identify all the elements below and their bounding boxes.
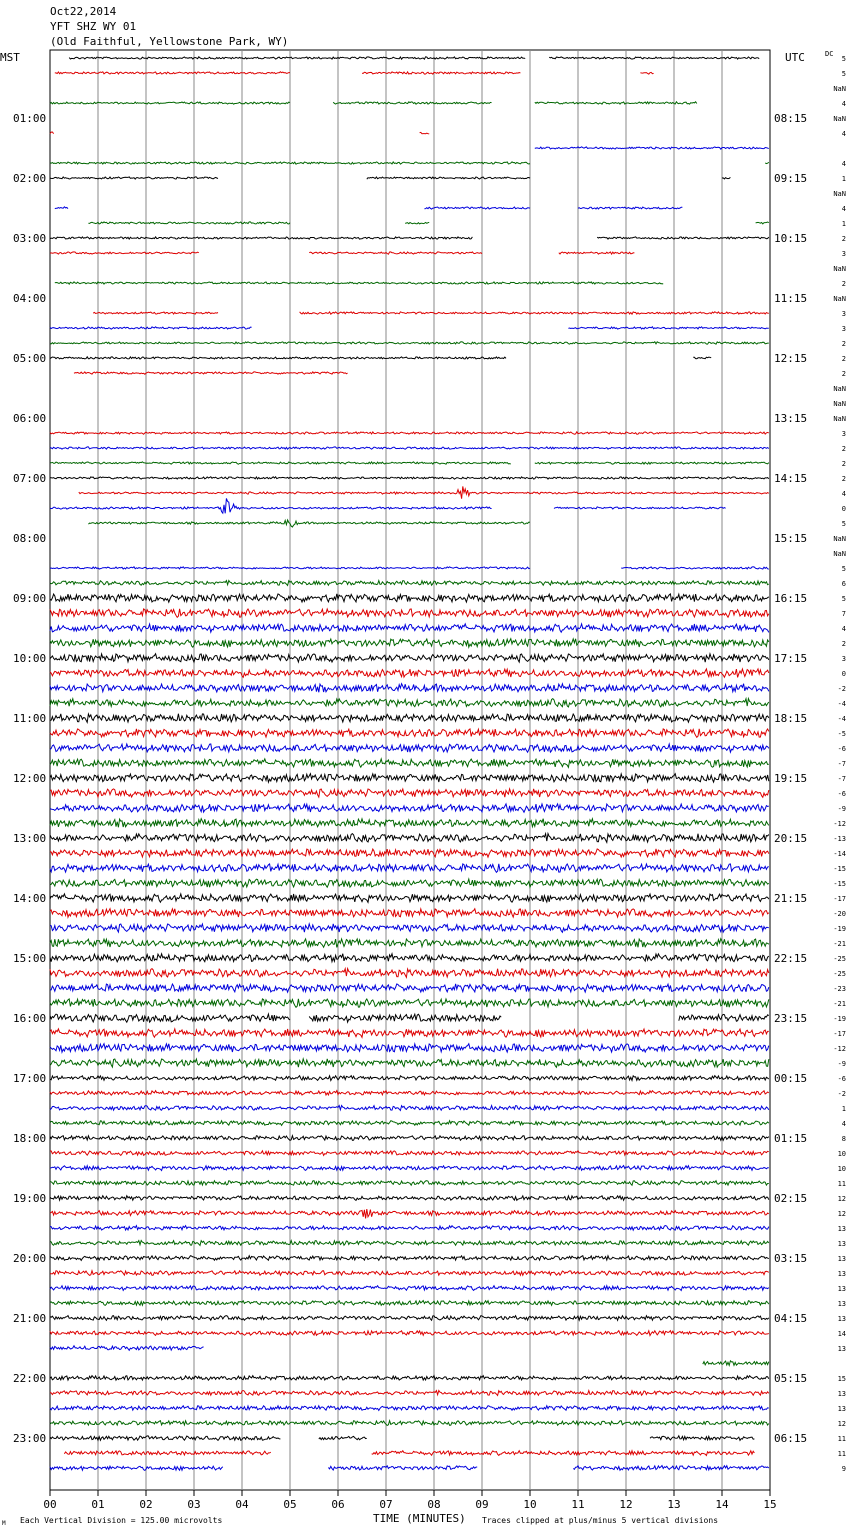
trace-segment [765, 162, 769, 163]
trace-segment [367, 177, 530, 179]
dc-offset-label: 5 [841, 595, 846, 603]
hour-label-utc: 15:15 [774, 532, 808, 545]
x-tick-label: 14 [715, 1498, 729, 1511]
dc-offset-label: -9 [837, 805, 846, 813]
dc-offset-label: -21 [833, 1000, 846, 1008]
hour-label-mst: 04:00 [13, 292, 47, 305]
trace-segment [50, 909, 769, 918]
hour-label-utc: 10:15 [774, 232, 808, 245]
x-tick-label: 09 [475, 1498, 489, 1511]
hour-label-utc: 18:15 [774, 712, 808, 725]
hour-label-utc: 00:15 [774, 1072, 808, 1085]
dc-offset-label: -23 [833, 985, 846, 993]
hour-label-mst: 07:00 [13, 472, 47, 485]
x-tick-label: 15 [763, 1498, 777, 1511]
hour-label-utc: 20:15 [774, 832, 808, 845]
label-utc: UTC [785, 51, 805, 64]
trace-segment [88, 520, 530, 527]
trace-segment [50, 1316, 769, 1321]
hour-label-mst: 08:00 [13, 532, 47, 545]
trace-segment [650, 1436, 754, 1441]
trace-segment [573, 1466, 769, 1471]
dc-offset-label: NaN [833, 190, 846, 198]
trace-segment [50, 1029, 769, 1038]
dc-offset-label: 1 [841, 1105, 846, 1113]
dc-offset-label: -12 [833, 820, 846, 828]
dc-offset-label: 3 [841, 310, 846, 318]
dc-offset-label: NaN [833, 115, 846, 123]
dc-offset-label: 5 [841, 70, 846, 78]
dc-offset-label: NaN [833, 85, 846, 93]
dc-offset-label: -7 [837, 775, 846, 783]
dc-offset-label: 13 [837, 1225, 846, 1233]
hour-label-mst: 14:00 [13, 892, 47, 905]
trace-segment [93, 312, 218, 314]
dc-offset-label: -19 [833, 925, 846, 933]
trace-segment [722, 177, 730, 179]
hour-label-utc: 12:15 [774, 352, 808, 365]
dc-offset-label: 15 [837, 1375, 846, 1383]
trace-segment [50, 432, 769, 434]
trace-segment [372, 1451, 755, 1456]
dc-offset-label: 4 [841, 100, 846, 108]
dc-offset-label: 5 [841, 55, 846, 63]
trace-segment [50, 1391, 769, 1396]
dc-offset-label: 1 [841, 175, 846, 183]
dc-offset-label: -25 [833, 955, 846, 963]
hour-label-mst: 02:00 [13, 172, 47, 185]
dc-offset-label: -6 [837, 790, 846, 798]
trace-segment [50, 744, 769, 752]
dc-offset-label: 0 [841, 505, 846, 513]
trace-segment [420, 132, 430, 134]
trace-segment [79, 486, 769, 498]
dc-offset-label: 5 [841, 565, 846, 573]
dc-offset-label: NaN [833, 295, 846, 303]
dc-offset-label: 3 [841, 655, 846, 663]
trace-segment [319, 1436, 367, 1439]
dc-offset-label: 14 [837, 1330, 846, 1338]
trace-segment [50, 789, 769, 797]
dc-offset-label: 13 [837, 1270, 846, 1278]
hour-label-mst: 23:00 [13, 1432, 47, 1445]
trace-segment [74, 372, 348, 374]
header-station: YFT SHZ WY 01 [50, 20, 137, 33]
trace-segment [50, 462, 511, 464]
trace-segment [333, 102, 491, 104]
dc-offset-label: 2 [841, 370, 846, 378]
trace-segment [50, 1331, 769, 1336]
trace-segment [50, 939, 769, 948]
dc-offset-label: NaN [833, 385, 846, 393]
x-tick-label: 00 [43, 1498, 57, 1511]
trace-segment [50, 1209, 769, 1218]
hour-label-utc: 03:15 [774, 1252, 808, 1265]
trace-segment [50, 804, 769, 813]
dc-offset-label: 2 [841, 235, 846, 243]
dc-offset-label: 10 [837, 1150, 846, 1158]
dc-offset-label: 13 [837, 1240, 846, 1248]
x-tick-label: 05 [283, 1498, 297, 1511]
hour-label-mst: 12:00 [13, 772, 47, 785]
trace-segment [535, 462, 769, 464]
trace-segment [50, 639, 769, 648]
dc-offset-label: 11 [837, 1180, 846, 1188]
x-axis-title: TIME (MINUTES) [373, 1512, 466, 1525]
trace-segment [578, 207, 682, 209]
dc-offset-label: 4 [841, 625, 846, 633]
trace-segment [50, 969, 769, 978]
x-tick-label: 08 [427, 1498, 441, 1511]
trace-segment [50, 1106, 769, 1111]
hour-label-utc: 14:15 [774, 472, 808, 485]
trace-segment [50, 237, 472, 239]
dc-offset-label: 13 [837, 1390, 846, 1398]
dc-offset-label: -19 [833, 1015, 846, 1023]
trace-segment [559, 252, 635, 254]
hour-label-mst: 17:00 [13, 1072, 47, 1085]
x-tick-label: 02 [139, 1498, 153, 1511]
footer-right: Traces clipped at plus/minus 5 vertical divisions [482, 1516, 719, 1525]
dc-offset-label: 4 [841, 1120, 846, 1128]
trace-segment [328, 1466, 477, 1470]
dc-offset-label: 11 [837, 1435, 846, 1443]
footer-left: Each Vertical Division = 125.00 microvolts [20, 1516, 223, 1525]
hour-label-utc: 06:15 [774, 1432, 808, 1445]
trace-segment [50, 624, 769, 633]
hour-label-mst: 15:00 [13, 952, 47, 965]
dc-offset-label: -12 [833, 1045, 846, 1053]
dc-offset-label: 6 [841, 580, 846, 588]
trace-segment [756, 222, 769, 224]
header-location: (Old Faithful, Yellowstone Park, WY) [50, 35, 289, 48]
hour-label-utc: 02:15 [774, 1192, 808, 1205]
hour-label-utc: 17:15 [774, 652, 808, 665]
dc-offset-label: 4 [841, 205, 846, 213]
hour-label-mst: 03:00 [13, 232, 47, 245]
trace-segment [50, 1241, 769, 1246]
trace-segment [50, 894, 769, 903]
x-tick-label: 11 [571, 1498, 585, 1511]
trace-segment [679, 1014, 769, 1021]
dc-offset-label: -4 [837, 700, 846, 708]
dc-offset-label: 2 [841, 280, 846, 288]
trace-segment [50, 1059, 769, 1067]
dc-offset-label: -4 [837, 715, 846, 723]
dc-offset-label: -13 [833, 835, 846, 843]
dc-offset-label: -15 [833, 880, 846, 888]
dc-offset-label: 2 [841, 445, 846, 453]
dc-offset-label: 12 [837, 1420, 846, 1428]
trace-segment [300, 312, 769, 314]
dc-offset-label: 2 [841, 340, 846, 348]
trace-segment [50, 1226, 769, 1231]
hour-label-mst: 06:00 [13, 412, 47, 425]
trace-segment [50, 879, 769, 887]
trace-segment [50, 984, 769, 992]
dc-offset-label: NaN [833, 415, 846, 423]
trace-segment [621, 567, 769, 569]
hour-label-utc: 04:15 [774, 1312, 808, 1325]
trace-segment [50, 1256, 769, 1261]
trace-segment [50, 1406, 769, 1411]
trace-segment [50, 864, 769, 873]
trace-segment [309, 252, 482, 254]
trace-segment [50, 1044, 769, 1053]
trace-segment [50, 327, 252, 329]
trace-segment [50, 924, 769, 932]
hour-label-utc: 22:15 [774, 952, 808, 965]
trace-segment [50, 1091, 769, 1096]
trace-segment [50, 447, 769, 449]
trace-segment [50, 594, 769, 602]
trace-segment [50, 954, 769, 962]
dc-offset-label: 12 [837, 1210, 846, 1218]
trace-segment [50, 1136, 769, 1141]
trace-segment [640, 72, 653, 74]
trace-segment [50, 498, 492, 513]
dc-offset-label: 13 [837, 1315, 846, 1323]
dc-offset-label: 9 [841, 1465, 846, 1473]
hour-label-utc: 08:15 [774, 112, 808, 125]
hour-label-utc: 13:15 [774, 412, 808, 425]
dc-offset-label: -5 [837, 730, 846, 738]
hour-label-utc: 16:15 [774, 592, 808, 605]
dc-offset-label: -7 [837, 760, 846, 768]
seismic-traces [50, 57, 769, 1471]
dc-offset-label: -14 [833, 850, 846, 858]
dc-offset-label: -21 [833, 940, 846, 948]
dc-offset-label: 10 [837, 1165, 846, 1173]
trace-segment [50, 357, 506, 359]
trace-segment [50, 609, 769, 618]
trace-segment [50, 1301, 769, 1306]
hour-label-utc: 01:15 [774, 1132, 808, 1145]
header-date: Oct22,2014 [50, 5, 117, 18]
trace-segment [50, 102, 290, 104]
hour-label-mst: 16:00 [13, 1012, 47, 1025]
dc-offset-label: NaN [833, 535, 846, 543]
hour-label-mst: 05:00 [13, 352, 47, 365]
dc-offset-label: 2 [841, 640, 846, 648]
dc-offset-label: 2 [841, 355, 846, 363]
trace-segment [568, 327, 768, 329]
dc-offset-label: 4 [841, 490, 846, 498]
dc-offset-label: 3 [841, 250, 846, 258]
trace-segment [424, 207, 530, 209]
dc-offset-label: -17 [833, 1030, 846, 1038]
dc-offset-label: 7 [841, 610, 846, 618]
trace-segment [55, 207, 68, 209]
hour-label-mst: 19:00 [13, 1192, 47, 1205]
axis-labels [13, 55, 846, 1511]
dc-offset-label: 2 [841, 460, 846, 468]
trace-segment [50, 1466, 223, 1470]
trace-segment [50, 1121, 769, 1126]
trace-segment [50, 252, 199, 254]
trace-segment [703, 1361, 769, 1366]
trace-segment [50, 1014, 290, 1022]
trace-segment [69, 57, 525, 59]
corner-mark: M [2, 1520, 6, 1527]
hour-label-mst: 18:00 [13, 1132, 47, 1145]
x-tick-label: 04 [235, 1498, 249, 1511]
hour-label-utc: 19:15 [774, 772, 808, 785]
dc-offset-label: -20 [833, 910, 846, 918]
label-mst: MST [0, 51, 20, 64]
x-tick-label: 03 [187, 1498, 201, 1511]
hour-label-mst: 13:00 [13, 832, 47, 845]
hour-label-mst: 01:00 [13, 112, 47, 125]
trace-segment [50, 581, 769, 586]
dc-offset-label: 8 [841, 1135, 846, 1143]
trace-segment [50, 654, 769, 662]
trace-segment [50, 699, 769, 707]
hour-label-utc: 23:15 [774, 1012, 808, 1025]
trace-segment [50, 834, 769, 843]
dc-offset-label: 0 [841, 670, 846, 678]
trace-segment [554, 507, 726, 509]
hour-label-mst: 22:00 [13, 1372, 47, 1385]
dc-offset-label: 3 [841, 430, 846, 438]
x-tick-label: 07 [379, 1498, 393, 1511]
trace-segment [50, 1271, 769, 1276]
trace-segment [50, 1076, 769, 1081]
x-tick-label: 06 [331, 1498, 345, 1511]
hour-label-mst: 20:00 [13, 1252, 47, 1265]
trace-segment [50, 819, 769, 828]
dc-offset-label: 4 [841, 130, 846, 138]
trace-segment [535, 102, 697, 104]
x-tick-label: 13 [667, 1498, 681, 1511]
hour-label-utc: 05:15 [774, 1372, 808, 1385]
trace-segment [50, 774, 769, 783]
hour-label-utc: 09:15 [774, 172, 808, 185]
dc-offset-label: 13 [837, 1345, 846, 1353]
trace-segment [50, 759, 769, 768]
hour-label-utc: 21:15 [774, 892, 808, 905]
trace-segment [597, 237, 769, 239]
trace-segment [50, 1421, 769, 1426]
trace-segment [50, 714, 769, 723]
dc-offset-label: -2 [837, 685, 846, 693]
dc-offset-label: 13 [837, 1405, 846, 1413]
trace-segment [50, 342, 769, 344]
dc-offset-label: 1 [841, 220, 846, 228]
hour-label-mst: 10:00 [13, 652, 47, 665]
dc-offset-label: -9 [837, 1060, 846, 1068]
dc-offset-label: 3 [841, 325, 846, 333]
dc-offset-label: 2 [841, 475, 846, 483]
trace-segment [50, 132, 54, 134]
x-tick-label: 12 [619, 1498, 633, 1511]
dc-offset-label: -15 [833, 865, 846, 873]
trace-segment [88, 222, 290, 224]
trace-segment [50, 1376, 769, 1381]
dc-offset-label: 4 [841, 160, 846, 168]
trace-segment [693, 357, 711, 359]
trace-segment [50, 1346, 204, 1351]
dc-offset-label: -6 [837, 745, 846, 753]
x-tick-label: 01 [91, 1498, 105, 1511]
trace-segment [50, 477, 769, 479]
dc-offset-label: 12 [837, 1195, 846, 1203]
dc-offset-label: 5 [841, 520, 846, 528]
trace-segment [50, 1196, 769, 1201]
dc-offset-label: 13 [837, 1255, 846, 1263]
hour-label-utc: 11:15 [774, 292, 808, 305]
trace-segment [50, 849, 769, 857]
trace-segment [535, 147, 769, 149]
x-tick-label: 10 [523, 1498, 537, 1511]
dc-offset-label: -6 [837, 1075, 846, 1083]
dc-offset-label: NaN [833, 550, 846, 558]
dc-offset-label: 13 [837, 1285, 846, 1293]
label-dc: DC [825, 50, 834, 58]
trace-segment [50, 999, 769, 1008]
trace-segment [50, 1166, 769, 1171]
hour-label-mst: 09:00 [13, 592, 47, 605]
minute-gridlines [50, 50, 770, 1496]
trace-segment [50, 669, 769, 678]
trace-segment [405, 222, 429, 224]
trace-segment [549, 57, 759, 59]
trace-segment [50, 177, 218, 179]
trace-segment [50, 1181, 769, 1186]
hour-label-mst: 11:00 [13, 712, 47, 725]
trace-segment [64, 1451, 270, 1455]
dc-offset-label: 11 [837, 1450, 846, 1458]
dc-offset-label: -25 [833, 970, 846, 978]
trace-segment [55, 72, 290, 74]
trace-segment [50, 684, 769, 693]
dc-offset-label: -2 [837, 1090, 846, 1098]
dc-offset-label: 13 [837, 1300, 846, 1308]
trace-segment [50, 1151, 769, 1156]
trace-segment [50, 729, 769, 738]
hour-label-mst: 21:00 [13, 1312, 47, 1325]
trace-segment [50, 1286, 769, 1291]
dc-offset-label: NaN [833, 265, 846, 273]
dc-offset-label: NaN [833, 400, 846, 408]
dc-offset-label: -17 [833, 895, 846, 903]
trace-segment [50, 1436, 280, 1441]
